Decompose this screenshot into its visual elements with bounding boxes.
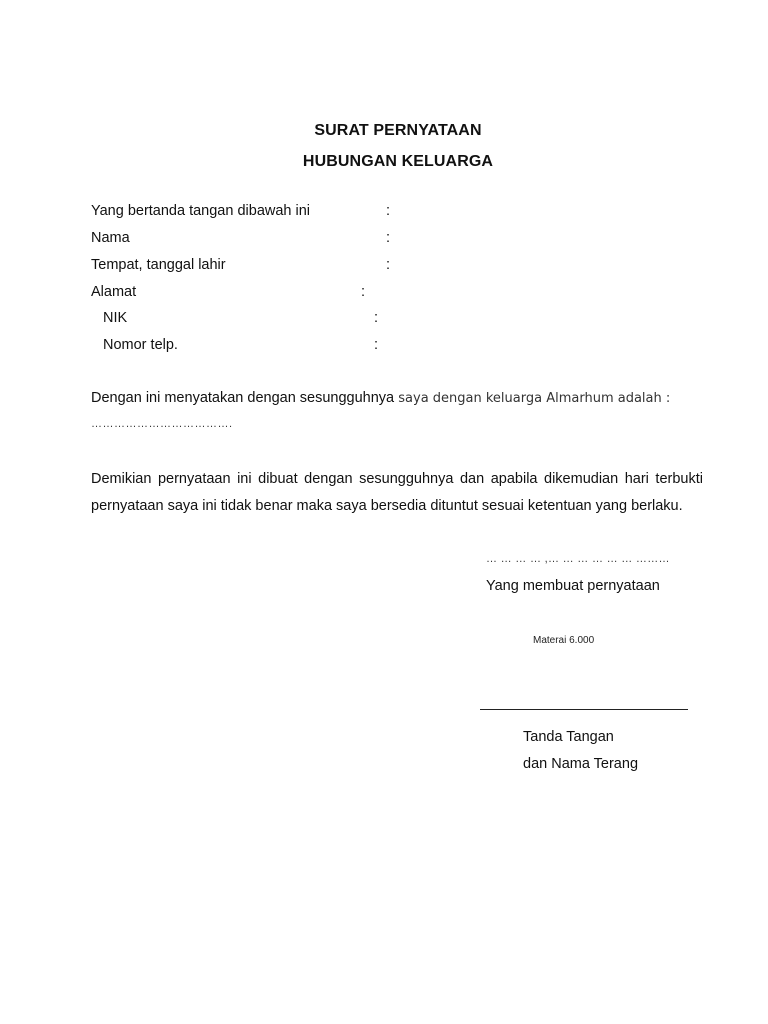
statement-main: Dengan ini menyatakan dengan sesungguhnya xyxy=(91,390,395,406)
signature-line xyxy=(480,709,688,710)
field-colon-nik: : xyxy=(374,310,379,326)
field-label-name: Nama xyxy=(91,230,130,246)
field-label-signer: Yang bertanda tangan dibawah ini xyxy=(91,203,311,219)
field-label-address: Alamat xyxy=(91,284,137,300)
field-colon-signer: : xyxy=(386,203,391,219)
statement-tail: saya dengan keluarga Almarhum adalah : xyxy=(394,391,671,406)
field-colon-address: : xyxy=(361,284,366,300)
field-colon-phone: : xyxy=(374,337,379,353)
document-title: SURAT PERNYATAAN xyxy=(314,122,482,139)
statement-line xyxy=(91,390,670,406)
signature-name-label: dan Nama Terang xyxy=(523,756,639,772)
document-subtitle: HUBUNGAN KELUARGA xyxy=(302,153,494,170)
field-colon-name: : xyxy=(386,230,391,246)
field-label-nik: NIK xyxy=(103,310,128,326)
field-colon-birth: : xyxy=(386,257,391,273)
maker-label: Yang membuat pernyataan xyxy=(486,578,660,594)
stamp-label: Materai 6.000 xyxy=(533,635,595,646)
field-label-birth: Tempat, tanggal lahir xyxy=(91,257,226,273)
signature-label: Tanda Tangan xyxy=(523,729,614,745)
field-label-phone: Nomor telp. xyxy=(103,337,178,353)
place-date-blank: … … … … ,… … … … … … ……… xyxy=(486,553,670,565)
statement-dots: ………………………………. xyxy=(91,418,233,430)
closing-paragraph: Demikian pernyataan ini dibuat dengan sesungguhnya dan apabila dikemudian hari terbukti pernyataan saya ini tidak benar maka saya bersedia dituntut sesuai ketentuan yang berlaku. xyxy=(91,471,703,514)
